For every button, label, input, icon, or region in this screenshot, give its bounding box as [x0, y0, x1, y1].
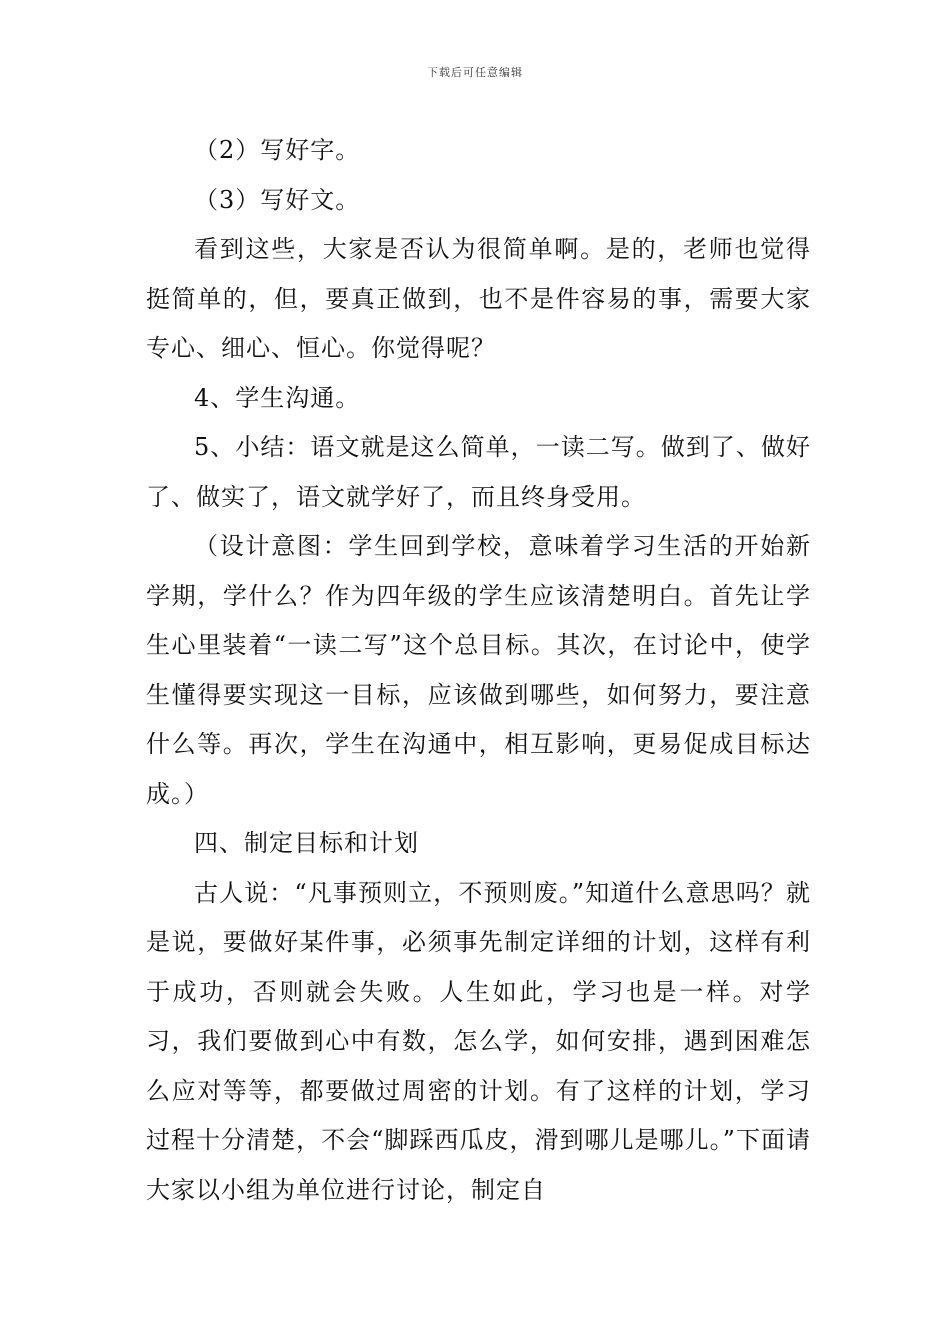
paragraph-student-communication: 4、学生沟通。 — [194, 383, 361, 412]
paragraph-design-intent: （设计意图：学生回到学校，意味着学习生活的开始新学期，学什么？作为四年级的学生应该清楚明白。首先让学生心里装着“一读二写”这个总目标。其次，在讨论中，使学生懂得要实现这一目标，应该做到哪些，如何努力，要注意什么等。再次，学生在沟通中，相互影响，更易促成目标达成。） — [146, 532, 811, 808]
document-body — [146, 126, 811, 1215]
paragraph-teacher-comment: 看到这些，大家是否认为很简单啊。是的，老师也觉得挺简单的，但，要真正做到，也不是件容易的事，需要大家专心、细心、恒心。你觉得呢？ — [146, 235, 811, 362]
paragraph-write-essays: （3）写好文。 — [194, 185, 361, 214]
section-heading-goals-plans: 四、制定目标和计划 — [194, 829, 419, 857]
paragraph-ancient-saying: 古人说：“凡事预则立，不预则废。”知道什么意思吗？就是说，要做好某件事，必须事先制定详细的计划，这样有利于成功，否则就会失败。人生如此，学习也是一样。对学习，我们要做到心中有数，怎么学，如何安排，遇到困难怎么应对等等，都要做过周密的计划。有了这样的计划，学习过程十分清楚，不会“脚踩西瓜皮，滑到哪儿是哪儿。”下面请大家以小组为单位进行讨论，制定自 — [146, 878, 811, 1204]
paragraph-write-characters: （2）写好字。 — [194, 136, 361, 164]
page-header: 下载后可任意编辑 — [427, 66, 523, 79]
paragraph-summary: 5、小结：语文就是这么简单，一读二写。做到了、做好了、做实了，语文就学好了，而且终身受用。 — [146, 433, 811, 511]
